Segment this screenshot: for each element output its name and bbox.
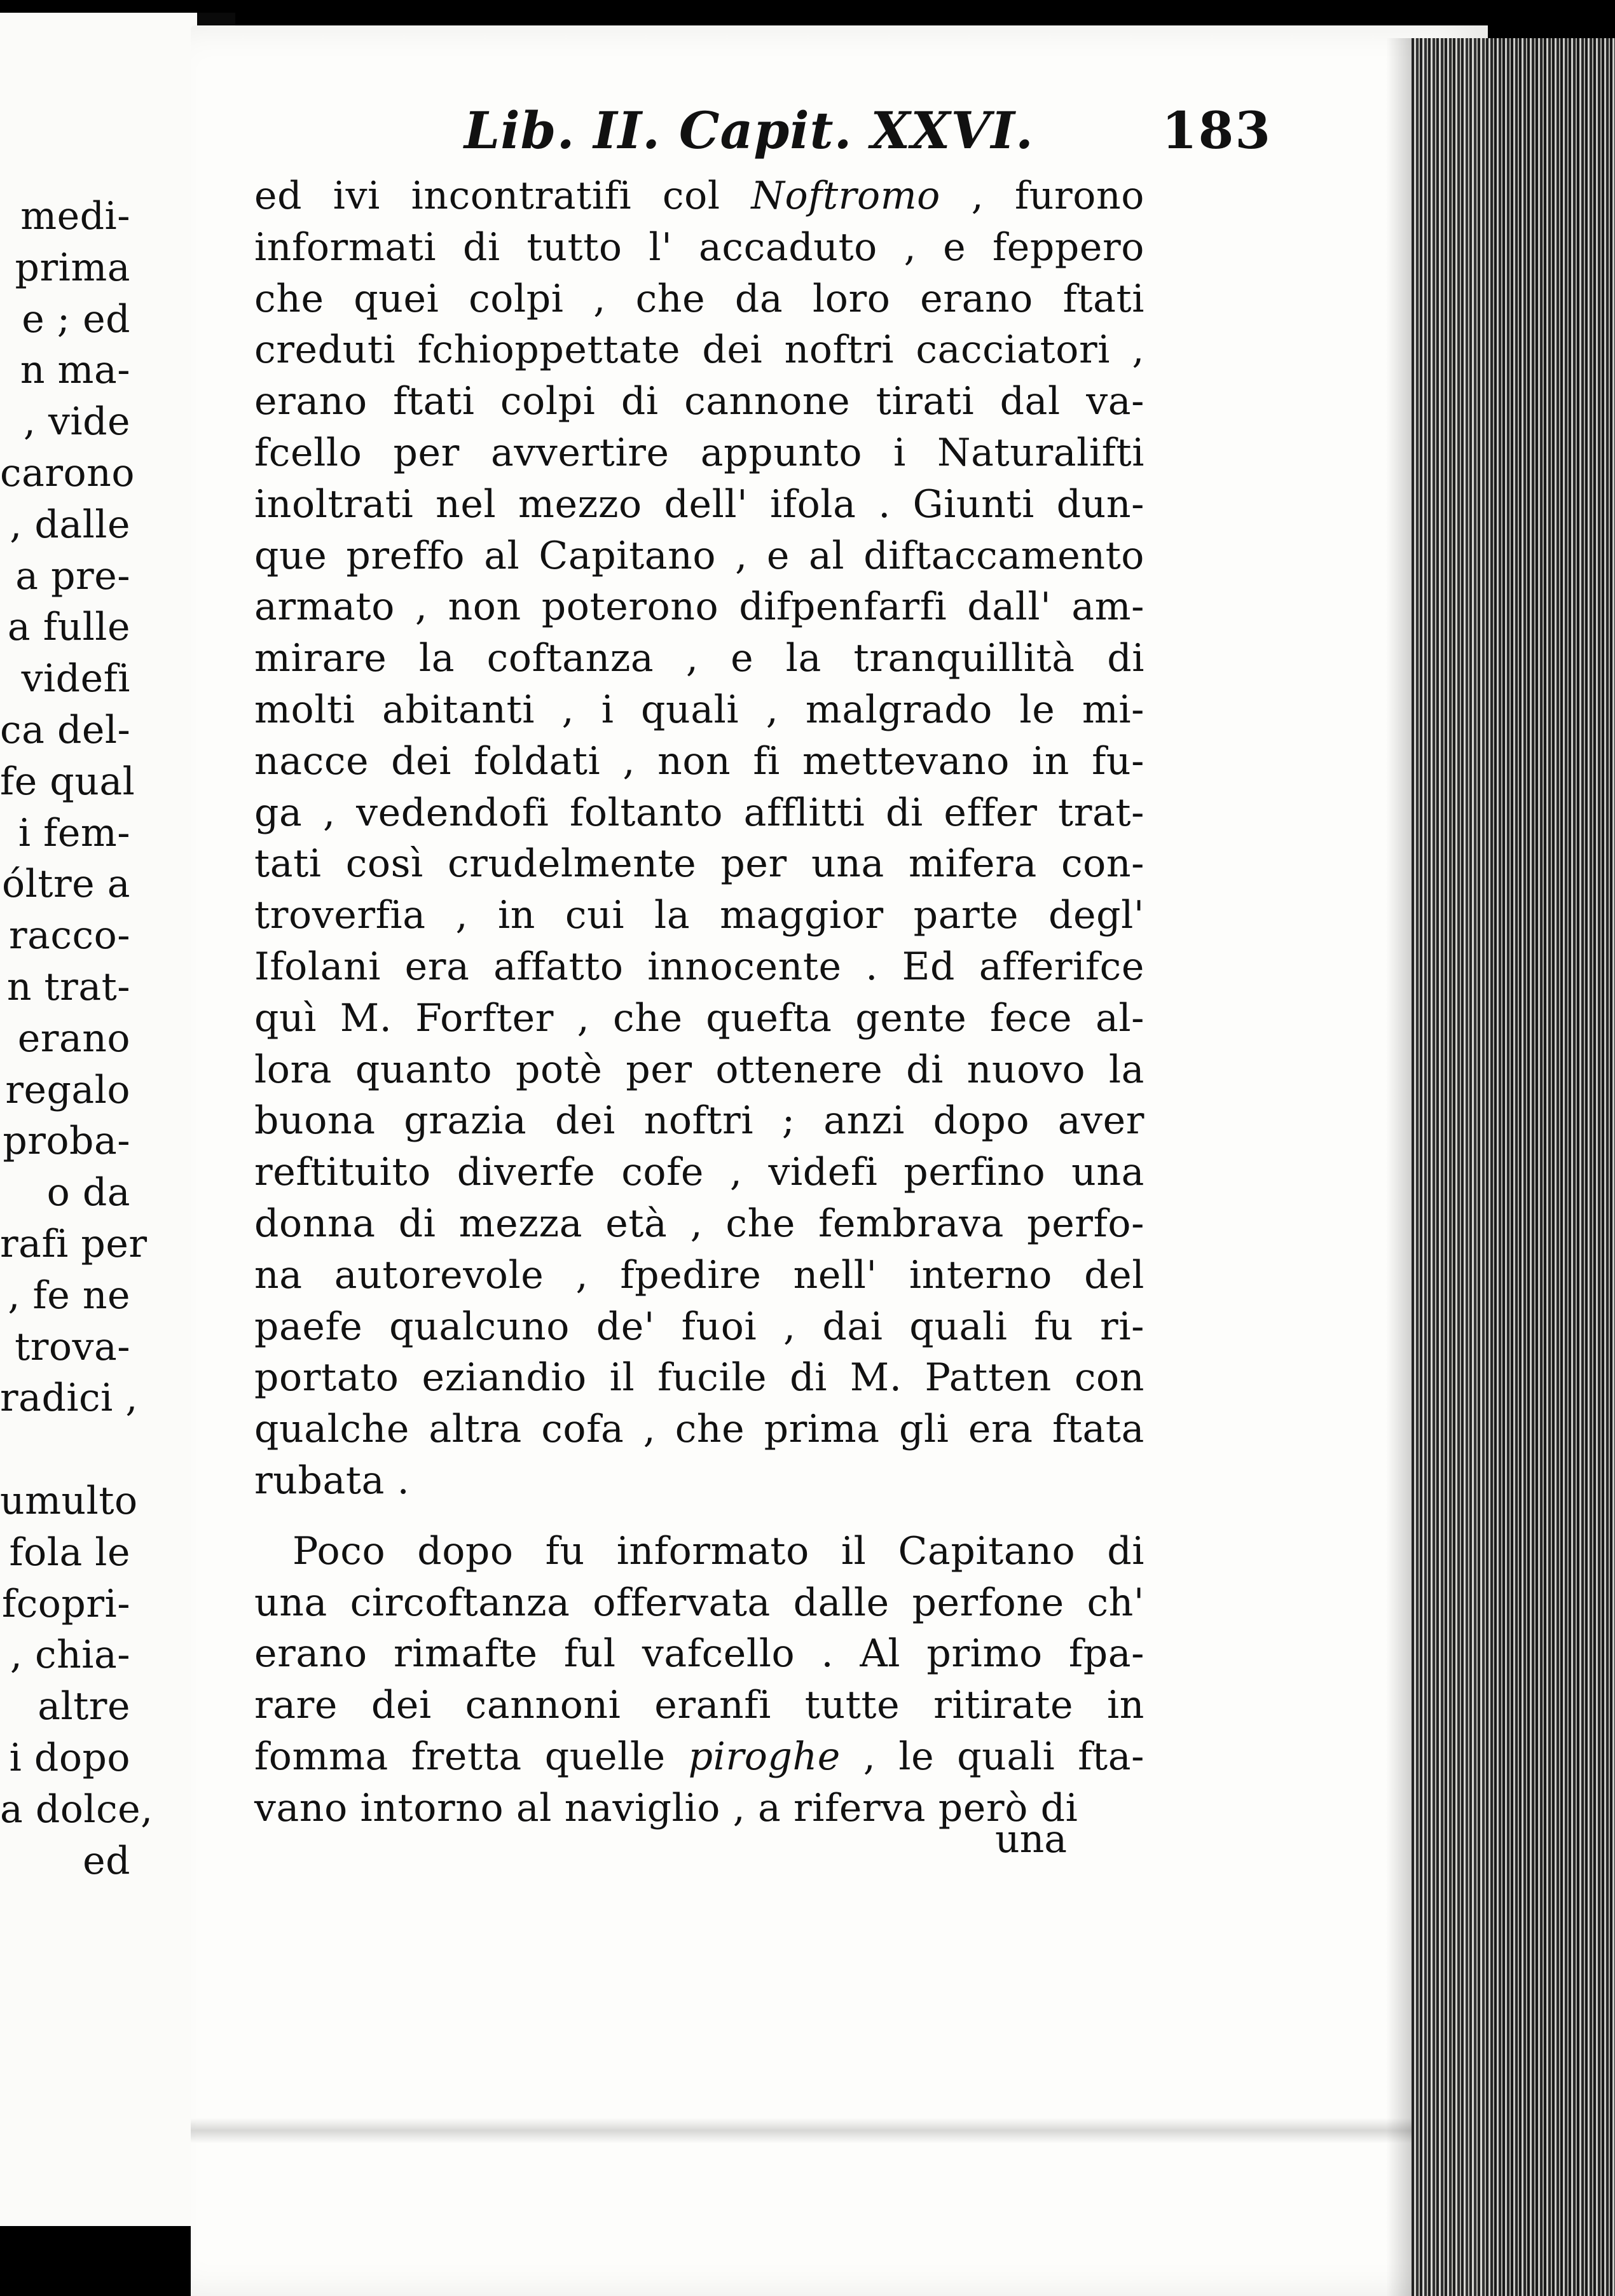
text-line: rare dei cannoni eranfi tutte ritirate in xyxy=(254,1683,1144,1728)
left-fragment-line: trova- xyxy=(15,1324,130,1369)
text-line: erano rimafte ful vafcello . Al primo fpa- xyxy=(254,1631,1144,1677)
left-fragment-line: medi- xyxy=(20,194,130,239)
text-line: creduti fchioppettate dei noftri cacciatori , xyxy=(254,328,1144,373)
left-fragment-line: , vide xyxy=(23,399,130,445)
left-fragment-line: i fem- xyxy=(18,810,130,855)
italic-word: piroghe xyxy=(688,1734,841,1779)
text-line: tati così crudelmente per una mifera con- xyxy=(254,841,1144,887)
text-line: troverfia , in cui la maggior parte degl' xyxy=(254,893,1144,938)
left-fragment-line: ed xyxy=(83,1838,130,1883)
text-line: mirare la coftanza , e la tranquillità di xyxy=(254,636,1144,681)
italic-word: Noftromo xyxy=(751,174,940,218)
left-fragment-line: n ma- xyxy=(20,348,130,393)
text-line: buona grazia dei noftri ; anzi dopo aver xyxy=(254,1098,1144,1144)
text-line: reftituito diverfe cofe , videfi perfino una xyxy=(254,1150,1144,1195)
left-fragment-line: prima xyxy=(15,245,130,290)
left-fragment-line: ca del- xyxy=(0,707,131,752)
text-line: donna di mezza età , che fembrava perfo- xyxy=(254,1201,1144,1246)
left-fragment-line: videfi xyxy=(21,656,130,702)
page-number: 183 xyxy=(1162,100,1272,160)
text-line: Poco dopo fu informato il Capitano di xyxy=(292,1528,1144,1573)
left-fragment-line: altre xyxy=(38,1684,130,1729)
left-fragment-line: e ; ed xyxy=(22,296,130,342)
text-line: na autorevole , fpedire nell' interno del xyxy=(254,1252,1144,1297)
text-line: che quei colpi , che da loro erano ftati xyxy=(254,276,1144,321)
page-bottom-edge xyxy=(191,2118,1412,2143)
left-fragment-line xyxy=(0,1424,130,1476)
text-line: lora quanto potè per ottenere di nuovo la xyxy=(254,1047,1144,1092)
left-fragment-line: , fe ne xyxy=(8,1273,130,1318)
catchword: una xyxy=(995,1817,1068,1862)
text-line: inoltrati nel mezzo dell' ifola . Giunti dun- xyxy=(254,481,1144,527)
text-line: una circoftanza offervata dalle perfone ch' xyxy=(254,1580,1144,1625)
text-line: fcello per avvertire appunto i Naturalifti xyxy=(254,430,1144,475)
left-fragment-line: a pre- xyxy=(15,553,130,598)
left-fragment-line: óltre a xyxy=(2,862,130,907)
text-line: portato eziandio il fucile di M. Patten con xyxy=(254,1355,1144,1400)
left-fragment-line: fola le xyxy=(9,1530,130,1575)
text-line: nacce dei foldati , non fi mettevano in fu- xyxy=(254,738,1144,784)
left-fragment-line: n trat- xyxy=(6,964,130,1009)
left-facing-page xyxy=(0,13,197,2226)
left-fragment-line: erano xyxy=(17,1016,130,1061)
text-line: ga , vedendofi foltanto afflitti di effer trat- xyxy=(254,790,1144,835)
text-line: paefe qualcuno de' fuoi , dai quali fu ri- xyxy=(254,1304,1144,1349)
text-line: quì M. Forfter , che quefta gente fece al- xyxy=(254,995,1144,1041)
left-fragment-line: carono xyxy=(0,450,135,495)
text-line: erano ftati colpi di cannone tirati dal va- xyxy=(254,379,1144,424)
text-line: qualche altra cofa , che prima gli era ftata xyxy=(254,1407,1144,1452)
left-fragment-line: a dolce, xyxy=(0,1787,153,1832)
left-fragment-line: umulto xyxy=(0,1478,138,1523)
left-fragment-line: radici , xyxy=(0,1376,138,1421)
left-fragment-line: fcopri- xyxy=(2,1581,130,1626)
left-fragment-line: fe qual xyxy=(0,759,135,804)
left-fragment-line: regalo xyxy=(5,1067,130,1112)
running-head-title: Lib. II. Capit. XXVI. xyxy=(464,100,1034,160)
left-fragment-line: o da xyxy=(46,1170,130,1215)
left-fragment-line: , chia- xyxy=(10,1633,130,1678)
left-fragment-line: i dopo xyxy=(9,1735,130,1780)
text-line: que preffo al Capitano , e al diftaccamento xyxy=(254,533,1144,578)
text-line: Ifolani era affatto innocente . Ed afferifce xyxy=(254,944,1144,989)
left-fragment-line: , dalle xyxy=(10,502,130,547)
body-text xyxy=(254,170,1144,1834)
text-line: molti abitanti , i quali , malgrado le mi- xyxy=(254,687,1144,732)
left-fragment-line: proba- xyxy=(3,1119,130,1164)
text-line: informati di tutto l' accaduto , e feppero xyxy=(254,225,1144,270)
left-fragment-line: rafi per xyxy=(0,1221,148,1266)
text-line: vano intorno al naviglio , a riferva però di xyxy=(254,1785,1078,1830)
text-line: rubata . xyxy=(254,1458,410,1503)
book-fore-edge xyxy=(1412,38,1615,2296)
left-fragment-line: racco- xyxy=(8,913,130,958)
text-line: armato , non poterono difpenfarfi dall' am- xyxy=(254,584,1144,630)
running-head xyxy=(280,100,1272,170)
text-line: fomma fretta quelle piroghe , le quali fta- xyxy=(254,1734,1144,1779)
text-line: ed ivi incontratifi col Noftromo , furono xyxy=(254,174,1144,218)
left-fragment-line: a fulle xyxy=(7,605,130,650)
left-page-text-fragments xyxy=(0,191,153,1886)
